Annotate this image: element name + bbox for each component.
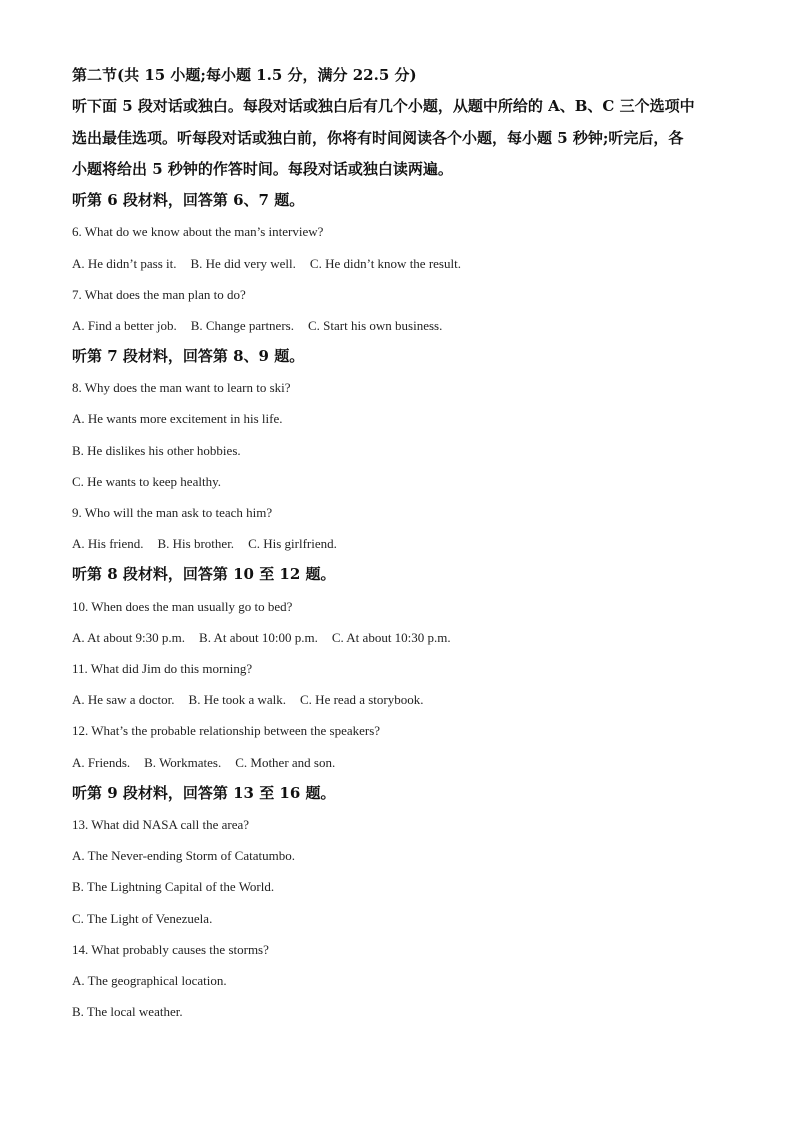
instruction-line-1: 听下面 5 段对话或独白。每段对话或独白后有几个小题，从题中所给的 A、B、C 三个选项中 <box>72 97 695 115</box>
option-b: B. He did very well. <box>190 256 296 271</box>
question-9-options <box>72 537 337 550</box>
option-c: C. His girlfriend. <box>248 536 337 551</box>
option-c: C. At about 10:30 p.m. <box>331 630 451 645</box>
material-6-heading: 听第 6 段材料，回答第 6、7 题。 <box>72 191 305 209</box>
option-b: B. At about 10:00 p.m. <box>199 630 318 645</box>
question-10-options <box>72 631 451 644</box>
instruction-line-2: 选出最佳选项。听每段对话或独白前，你将有时间阅读各个小题，每小题 5 秒钟;听完后，各 <box>72 129 684 147</box>
question-13-option-c: C. The Light of Venezuela. <box>72 911 213 926</box>
option-a: A. His friend. <box>72 536 144 551</box>
instruction-line-3: 小题将给出 5 秒钟的作答时间。每段对话或独白读两遍。 <box>72 160 453 178</box>
option-b: B. Change partners. <box>190 318 294 333</box>
question-14-option-a: A. The geographical location. <box>72 973 227 988</box>
option-a: A. He saw a doctor. <box>72 692 175 707</box>
option-c: C. He didn’t know the result. <box>309 256 461 271</box>
question-6-options <box>72 257 461 270</box>
question-8-option-a: A. He wants more excitement in his life. <box>72 411 283 426</box>
question-8-option-b: B. He dislikes his other hobbies. <box>72 443 241 458</box>
question-11-options <box>72 693 423 706</box>
option-a: A. He didn’t pass it. <box>72 256 177 271</box>
question-12-options <box>72 756 335 769</box>
question-8-option-c: C. He wants to keep healthy. <box>72 474 221 489</box>
question-8: 8. Why does the man want to learn to ski? <box>72 380 291 395</box>
section-heading: 第二节(共 15 小题;每小题 1.5 分，满分 22.5 分) <box>72 66 417 84</box>
option-a: A. At about 9:30 p.m. <box>72 630 186 645</box>
material-9-heading: 听第 9 段材料，回答第 13 至 16 题。 <box>72 784 336 802</box>
question-14-option-b: B. The local weather. <box>72 1004 183 1019</box>
option-c: C. He read a storybook. <box>300 692 424 707</box>
option-c: C. Mother and son. <box>235 755 336 770</box>
material-7-heading: 听第 7 段材料，回答第 8、9 题。 <box>72 347 305 365</box>
question-7: 7. What does the man plan to do? <box>72 287 246 302</box>
question-13: 13. What did NASA call the area? <box>72 817 250 832</box>
option-b: B. Workmates. <box>144 755 222 770</box>
option-b: B. His brother. <box>157 536 235 551</box>
question-12: 12. What’s the probable relationship between the speakers? <box>72 723 381 738</box>
question-11: 11. What did Jim do this morning? <box>72 661 253 676</box>
question-7-options <box>72 319 442 332</box>
question-13-option-b: B. The Lightning Capital of the World. <box>72 879 275 894</box>
question-10: 10. When does the man usually go to bed? <box>72 599 293 614</box>
option-c: C. Start his own business. <box>307 318 443 333</box>
material-8-heading: 听第 8 段材料，回答第 10 至 12 题。 <box>72 565 336 583</box>
option-a: A. Find a better job. <box>72 318 177 333</box>
option-a: A. Friends. <box>72 755 131 770</box>
question-9: 9. Who will the man ask to teach him? <box>72 505 273 520</box>
option-b: B. He took a walk. <box>188 692 287 707</box>
question-6: 6. What do we know about the man’s interview? <box>72 224 324 239</box>
question-13-option-a: A. The Never-ending Storm of Catatumbo. <box>72 848 295 863</box>
question-14: 14. What probably causes the storms? <box>72 942 269 957</box>
